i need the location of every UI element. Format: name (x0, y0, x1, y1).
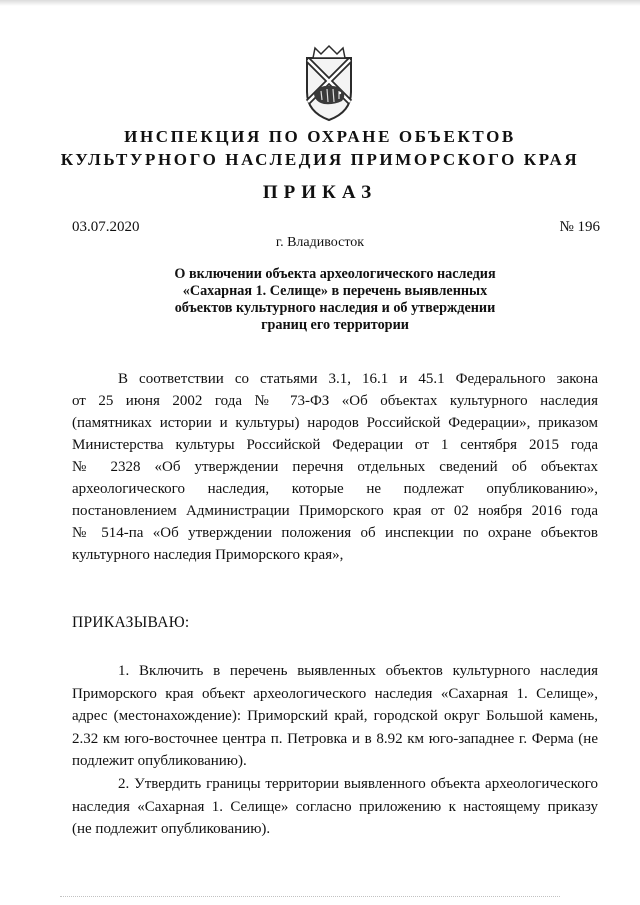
document-date: 03.07.2020 (72, 219, 140, 235)
tiger (314, 86, 344, 104)
item-2-line: (не подлежит опубликованию). (72, 821, 271, 838)
item-1-line: 2.32 км юго-восточнее центра п. Петровка и в 8.92 км юго-западнее г. Ферма (не (72, 730, 598, 747)
tiger-eye (339, 92, 341, 94)
item-1-line: Приморского края объект археологического наследия «Сахарная 1. Селище», (72, 685, 598, 702)
order-directive: ПРИКАЗЫВАЮ: (72, 614, 190, 631)
scan-edge-top (0, 0, 640, 6)
subject-line: объектов культурного наследия и об утверждении (174, 300, 496, 316)
item-1-line: адрес (местонахождение): Приморский край, городской округ Большой камень, (72, 708, 598, 725)
order-items (72, 660, 598, 841)
document-type: ПРИКАЗ (262, 182, 378, 203)
subject-line: О включении объекта археологического наследия (174, 266, 496, 282)
scan-edge-bottom (60, 896, 560, 899)
document-city: г. Владивосток (275, 235, 365, 250)
item-2-line: наследия «Сахарная 1. Селище» согласно приложению к настоящему приказу (72, 798, 598, 815)
preamble-line: Министерства культуры Российской Федерации от 1 сентября 2015 года (72, 437, 598, 453)
preamble-line: от 25 июня 2002 года № 73-ФЗ «Об объектах культурного наследия (72, 393, 598, 409)
document-number: № 196 (559, 219, 600, 235)
preamble-line: В соответствии со статьями 3.1, 16.1 и 45.1 Федерального закона (118, 371, 598, 387)
preamble-line: археологического наследия, которые не подлежат опубликованию», (72, 481, 598, 497)
preamble-line: (памятниках истории и культуры) народов Российской Федерации», приказом (72, 415, 598, 431)
organization-name-line-2: КУЛЬТУРНОГО НАСЛЕДИЯ ПРИМОРСКОГО КРАЯ (60, 150, 580, 169)
coat-of-arms-icon (299, 44, 359, 122)
preamble-line: постановлением Администрации Приморского края от 02 ноября 2016 года (72, 503, 598, 519)
organization-name-line-1: ИНСПЕКЦИЯ ПО ОХРАНЕ ОБЪЕКТОВ (124, 127, 516, 146)
document-subject (150, 266, 520, 334)
subject-line: «Сахарная 1. Селище» в перечень выявленных (182, 283, 488, 299)
item-1-line: подлежит опубликованию). (72, 753, 247, 770)
preamble-paragraph (72, 368, 598, 566)
item-1-line: 1. Включить в перечень выявленных объектов культурного наследия (118, 663, 598, 679)
crown (313, 46, 345, 58)
item-2-line: 2. Утвердить границы территории выявленного объекта археологического (118, 775, 598, 792)
preamble-line: культурного наследия Приморского края», (72, 547, 344, 563)
subject-line: границ его территории (261, 317, 409, 333)
preamble-line: № 514-па «Об утверждении положения об инспекции по охране объектов (72, 525, 598, 541)
preamble-line: № 2328 «Об утверждении перечня отдельных сведений об объектах (72, 459, 598, 475)
